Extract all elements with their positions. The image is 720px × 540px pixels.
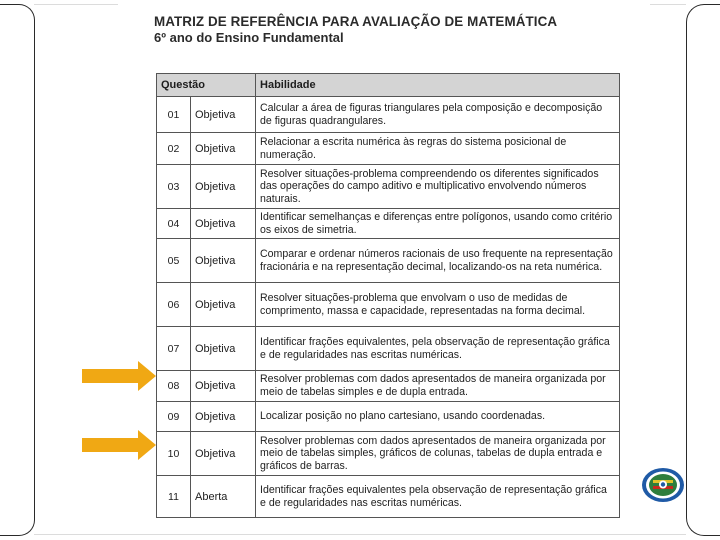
question-type: Objetiva xyxy=(191,283,256,327)
question-number: 04 xyxy=(157,209,191,239)
institution-logo xyxy=(641,467,685,503)
question-type: Aberta xyxy=(191,476,256,518)
question-type: Objetiva xyxy=(191,432,256,476)
question-number: 10 xyxy=(157,432,191,476)
skill-description: Resolver situações-problema que envolvam o uso de medidas de comprimento, massa e capacidade, representadas na forma decimal. xyxy=(256,283,620,327)
reference-matrix-table xyxy=(156,73,620,518)
table-row xyxy=(157,371,620,402)
skill-description: Relacionar a escrita numérica às regras do sistema posicional de numeração. xyxy=(256,133,620,165)
question-type: Objetiva xyxy=(191,402,256,432)
question-number: 06 xyxy=(157,283,191,327)
slide-frame-right xyxy=(686,4,720,536)
scanned-document xyxy=(118,0,650,534)
question-number: 09 xyxy=(157,402,191,432)
skill-description: Localizar posição no plano cartesiano, usando coordenadas. xyxy=(256,402,620,432)
question-type: Objetiva xyxy=(191,97,256,133)
document-subtitle: 6º ano do Ensino Fundamental xyxy=(154,30,344,45)
skill-description: Identificar semelhanças e diferenças entre polígonos, usando como critério os eixos de simetria. xyxy=(256,209,620,239)
arrow-right-icon xyxy=(82,430,156,460)
question-number: 02 xyxy=(157,133,191,165)
question-number: 01 xyxy=(157,97,191,133)
table-row xyxy=(157,165,620,209)
skill-description: Resolver problemas com dados apresentados de maneira organizada por meio de tabelas simples e de dupla entrada. xyxy=(256,371,620,402)
table-row xyxy=(157,133,620,165)
skill-description: Calcular a área de figuras triangulares pela composição e decomposição de figuras quadrangulares. xyxy=(256,97,620,133)
skill-description: Identificar frações equivalentes pela observação de representação gráfica e de regularidades nas escritas numéricas. xyxy=(256,476,620,518)
slide-frame-left xyxy=(0,4,35,536)
table-header-row xyxy=(157,74,620,97)
skill-description: Comparar e ordenar números racionais de uso frequente na representação fracionária e na representação decimal, localizando-os na reta numérica. xyxy=(256,239,620,283)
skill-description: Resolver situações-problema compreendendo os diferentes significados das operações do campo aditivo e multiplicativo envolvendo números naturais. xyxy=(256,165,620,209)
question-type: Objetiva xyxy=(191,239,256,283)
skill-description: Identificar frações equivalentes, pela observação de representação gráfica e de regularidades nas escritas numéricas. xyxy=(256,327,620,371)
question-type: Objetiva xyxy=(191,371,256,402)
question-number: 03 xyxy=(157,165,191,209)
skill-description: Resolver problemas com dados apresentados de maneira organizada por meio de tabelas simples, gráficos de colunas, tabelas de dupla entrada e gráficos de barras. xyxy=(256,432,620,476)
arrow-right-icon xyxy=(82,361,156,391)
slide-bottom-rule xyxy=(34,534,686,535)
question-type: Objetiva xyxy=(191,133,256,165)
document-title: MATRIZ DE REFERÊNCIA PARA AVALIAÇÃO DE MATEMÁTICA xyxy=(154,14,558,29)
table-row xyxy=(157,402,620,432)
question-type: Objetiva xyxy=(191,165,256,209)
question-number: 05 xyxy=(157,239,191,283)
question-number: 07 xyxy=(157,327,191,371)
question-type: Objetiva xyxy=(191,209,256,239)
table-row xyxy=(157,476,620,518)
table-row xyxy=(157,209,620,239)
table-row xyxy=(157,97,620,133)
question-number: 11 xyxy=(157,476,191,518)
table-row xyxy=(157,283,620,327)
column-header-question: Questão xyxy=(157,74,256,97)
column-header-skill: Habilidade xyxy=(256,74,620,97)
table-row xyxy=(157,327,620,371)
table-row xyxy=(157,239,620,283)
question-number: 08 xyxy=(157,371,191,402)
question-type: Objetiva xyxy=(191,327,256,371)
table-row xyxy=(157,432,620,476)
